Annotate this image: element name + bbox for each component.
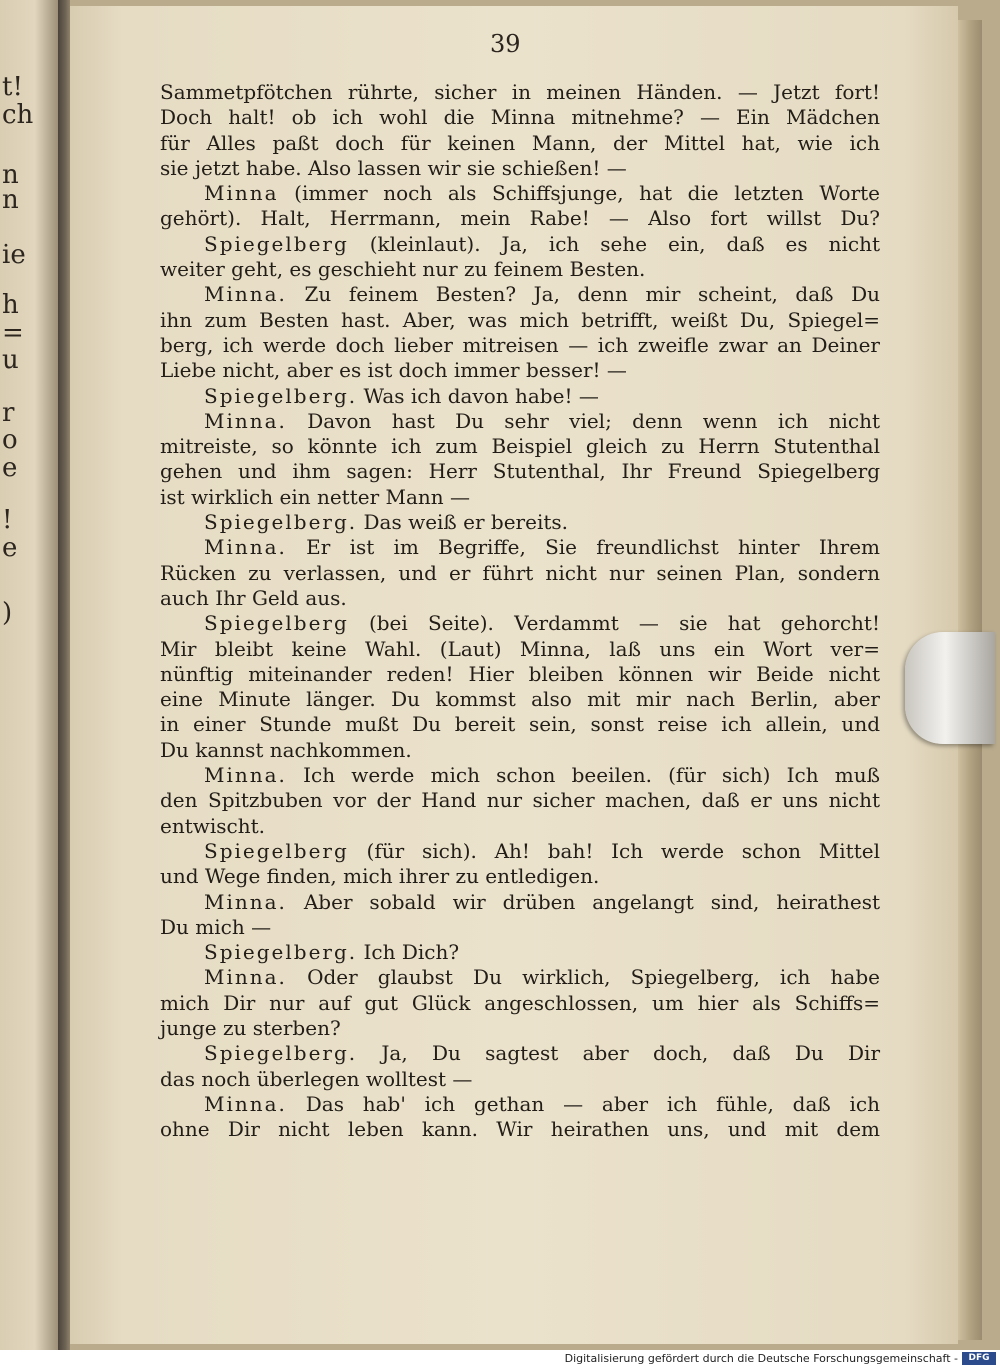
line-text: junge zu sterben? (160, 1015, 341, 1040)
text-line (160, 1016, 880, 1041)
previous-page-edge (0, 0, 58, 1350)
book-clip (905, 632, 995, 744)
line-text: Oder glaubst Du wirklich, Spiegelberg, ich habe (307, 965, 880, 990)
text-line (160, 965, 880, 990)
speaker-name: Minna (204, 181, 279, 206)
speaker-name: Spiegelberg. (204, 1041, 358, 1066)
text-line (160, 814, 880, 839)
line-text: Rücken zu verlassen, und er führt nicht nur seinen Plan, sondern (160, 560, 880, 585)
text-line (160, 1092, 880, 1117)
line-text: Ich Dich? (363, 940, 460, 965)
speaker-name: Spiegelberg. (204, 510, 358, 535)
text-line (160, 991, 880, 1016)
text-line (160, 333, 880, 358)
text-line (160, 637, 880, 662)
line-text: weiter geht, es geschieht nur zu feinem Besten. (160, 257, 646, 282)
line-text: Was ich davon habe! — (363, 383, 599, 408)
speaker-name: Minna. (204, 535, 287, 560)
line-text: Du mich — (160, 914, 272, 939)
prev-page-fragment: h (2, 290, 19, 320)
text-line (160, 586, 880, 611)
text-line (160, 156, 880, 181)
text-line (160, 915, 880, 940)
text-line (160, 308, 880, 333)
line-text: in einer Stunde mußt Du bereit sein, sonst reise ich allein, und (160, 712, 880, 737)
line-text: Du kannst nachkommen. (160, 737, 412, 762)
line-text: Das hab' ich gethan — aber ich fühle, daß ich (305, 1091, 881, 1116)
prev-page-fragment: e (2, 453, 18, 483)
prev-page-fragment: n (2, 160, 19, 190)
prev-page-fragment: ! (2, 505, 13, 535)
text-line (160, 105, 880, 130)
text-line (160, 940, 880, 965)
text-line (160, 485, 880, 510)
speaker-name: Minna. (204, 763, 287, 788)
line-text: eine Minute länger. Du kommst also mit mir nach Berlin, aber (160, 687, 880, 712)
text-line (160, 864, 880, 889)
prev-page-fragment: e (2, 533, 18, 563)
prev-page-fragment: t! (2, 72, 23, 102)
line-text: Er ist im Begriffe, Sie freundlichst hinter Ihrem (306, 535, 881, 560)
line-text: das noch überlegen wolltest — (160, 1066, 473, 1091)
text-line (160, 459, 880, 484)
prev-page-fragment: ) (2, 598, 13, 628)
speaker-name: Spiegelberg. (204, 940, 358, 965)
line-text: sie jetzt habe. Also lassen wir sie schießen! — (160, 155, 627, 180)
page-text (160, 80, 880, 1142)
speaker-name: Spiegelberg (204, 231, 349, 256)
text-line (160, 662, 880, 687)
line-text: ihn zum Besten hast. Aber, was mich betrifft, weißt Du, Spiegel= (160, 307, 880, 332)
text-line (160, 434, 880, 459)
line-text: Das weiß er bereits. (363, 510, 568, 535)
text-line (160, 181, 880, 206)
book-gutter (58, 0, 70, 1350)
text-line (160, 80, 880, 105)
line-text: mich Dir nur auf gut Glück angeschlossen, um hier als Schiffs= (160, 990, 880, 1015)
text-line (160, 890, 880, 915)
line-text: gehen und ihm sagen: Herr Stutenthal, Ihr Freund Spiegelberg (160, 459, 880, 484)
text-line (160, 257, 880, 282)
speaker-name: Spiegelberg (204, 838, 349, 863)
line-text: für Alles paßt doch für keinen Mann, der Mittel hat, wie ich (160, 130, 880, 155)
prev-page-fragment: u (2, 345, 19, 375)
text-line (160, 687, 880, 712)
text-line (160, 409, 880, 434)
speaker-name: Minna. (204, 408, 287, 433)
line-text: entwischt. (160, 813, 266, 838)
text-line (160, 384, 880, 409)
prev-page-fragment: ch (2, 100, 34, 130)
speaker-name: Minna. (204, 1091, 287, 1116)
line-text: Ich werde mich schon beeilen. (für sich) Ich muß (303, 763, 880, 788)
prev-page-fragment: o (2, 425, 18, 455)
prev-page-fragment: = (2, 318, 24, 348)
line-text: Liebe nicht, aber es ist doch immer besser! — (160, 358, 627, 383)
speaker-name: Minna. (204, 889, 287, 914)
text-line (160, 232, 880, 257)
line-text: (für sich). Ah! bah! Ich werde schon Mittel (366, 838, 880, 863)
page-number: 39 (490, 30, 521, 58)
line-text: Davon hast Du sehr viel; denn wenn ich nicht (307, 408, 880, 433)
prev-page-fragment: r (2, 398, 15, 428)
text-line (160, 788, 880, 813)
line-text: Mir bleibt keine Wahl. (Laut) Minna, laß uns ein Wort ver= (160, 636, 880, 661)
line-text: Zu feinem Besten? Ja, denn mir scheint, daß Du (304, 282, 881, 307)
dfg-logo: DFG (962, 1352, 996, 1365)
text-line (160, 738, 880, 763)
line-text: mitreiste, so könnte ich zum Beispiel gleich zu Herrn Stutenthal (160, 434, 880, 459)
text-line (160, 1041, 880, 1066)
text-line (160, 535, 880, 560)
line-text: ist wirklich ein netter Mann — (160, 484, 471, 509)
text-line (160, 358, 880, 383)
prev-page-fragment: ie (2, 240, 26, 270)
footer-credit: Digitalisierung gefördert durch die Deutsche Forschungsgemeinschaft - (564, 1352, 958, 1365)
line-text: den Spitzbuben vor der Hand nur sicher machen, daß er uns nicht (160, 788, 880, 813)
line-text: berg, ich werde doch lieber mitreisen — ich zweifle zwar an Deiner (160, 332, 880, 357)
speaker-name: Spiegelberg. (204, 383, 358, 408)
speaker-name: Spiegelberg (204, 611, 349, 636)
text-line (160, 1117, 880, 1142)
line-text: nünftig miteinander reden! Hier bleiben können wir Beide nicht (160, 661, 880, 686)
text-line (160, 611, 880, 636)
text-line (160, 839, 880, 864)
line-text: ohne Dir nicht leben kann. Wir heirathen uns, und mit dem (160, 1117, 880, 1142)
text-line (160, 561, 880, 586)
footer-bar (0, 1350, 1000, 1368)
line-text: gehört). Halt, Herrmann, mein Rabe! — Also fort willst Du? (160, 206, 880, 231)
text-line (160, 131, 880, 156)
text-line (160, 282, 880, 307)
line-text: auch Ihr Geld aus. (160, 585, 347, 610)
text-line (160, 206, 880, 231)
speaker-name: Minna. (204, 965, 287, 990)
speaker-name: Minna. (204, 282, 287, 307)
line-text: (bei Seite). Verdammt — sie hat gehorcht! (368, 611, 881, 636)
text-line (160, 763, 880, 788)
line-text: Doch halt! ob ich wohl die Minna mitnehme? — Ein Mädchen (160, 105, 880, 130)
text-line (160, 712, 880, 737)
line-text: Aber sobald wir drüben angelangt sind, heirathest (303, 889, 880, 914)
text-line (160, 1067, 880, 1092)
line-text: (immer noch als Schiffsjunge, hat die letzten Worte (294, 181, 880, 206)
prev-page-fragment: n (2, 185, 19, 215)
line-text: und Wege finden, mich ihrer zu entledigen. (160, 864, 600, 889)
line-text: Ja, Du sagtest aber doch, daß Du Dir (381, 1041, 881, 1066)
line-text: Sammetpfötchen rührte, sicher in meinen Händen. — Jetzt fort! (160, 80, 880, 104)
line-text: (kleinlaut). Ja, ich sehe ein, daß es nicht (369, 231, 880, 256)
text-line (160, 510, 880, 535)
